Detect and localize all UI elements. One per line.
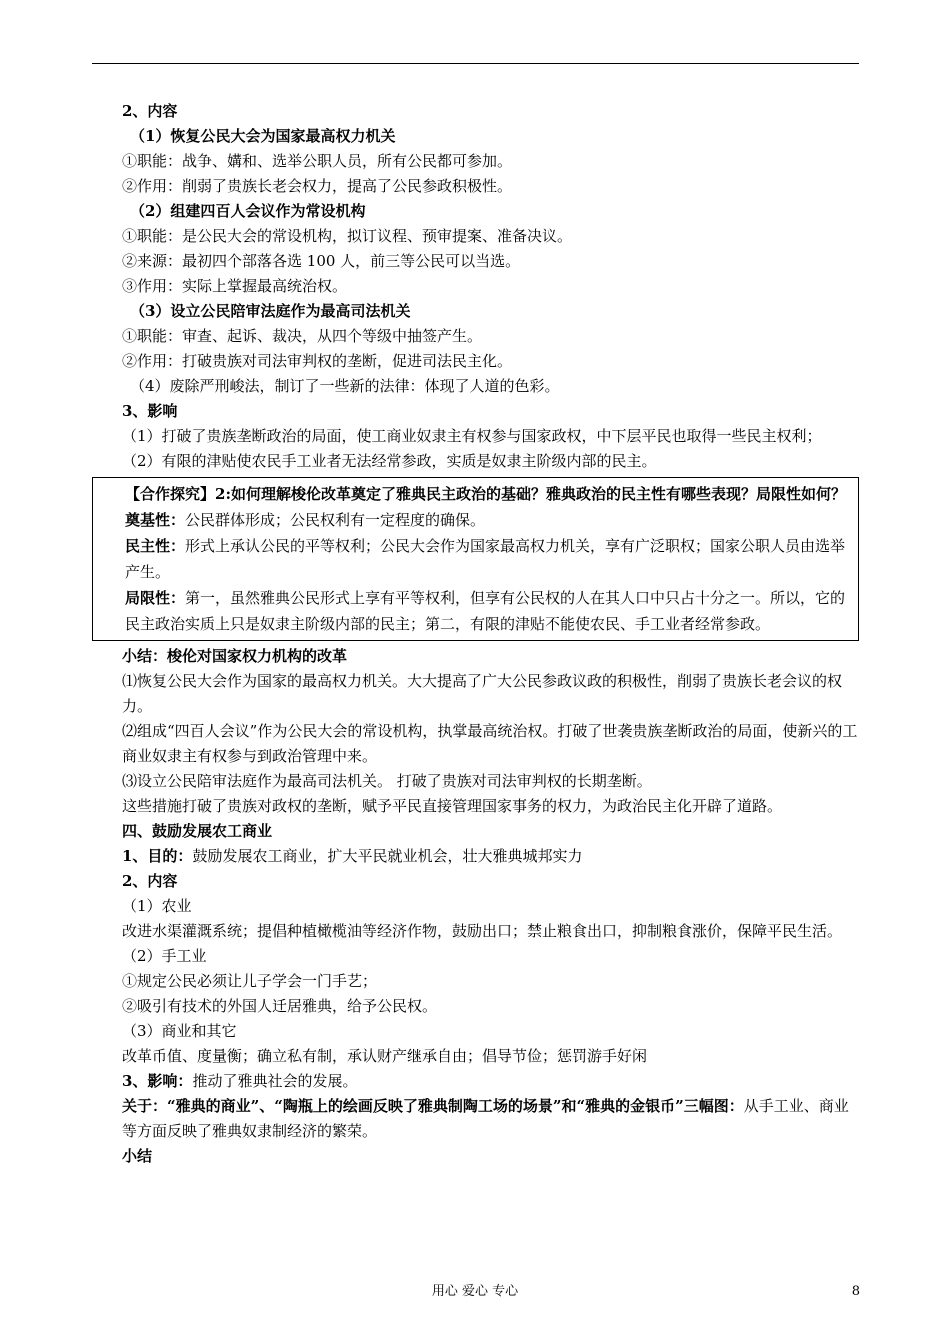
list-item: ⑵组成“四百人会议”作为公民大会的常设机构，执掌最高统治权。打破了世袭贵族垄断政治的局面，使新兴的工商业奴隶主有权参与到政治管理中来。 bbox=[122, 722, 858, 765]
list-item: ①职能：是公民大会的常设机构，拟订议程、预审提案、准备决议。 bbox=[122, 227, 573, 245]
list-item: ②作用：打破贵族对司法审判权的垄断，促进司法民主化。 bbox=[122, 352, 513, 370]
purpose-line bbox=[92, 844, 859, 869]
list-item: ①规定公民必须让儿子学会一门手艺； bbox=[122, 972, 378, 990]
about-label: 关于：“雅典的商业”、“陶瓶上的绘画反映了雅典制陶工场的场景”和“雅典的金银币”三幅图： bbox=[122, 1097, 744, 1115]
list-item: ①职能：战争、媾和、选举公职人员，所有公民都可参加。 bbox=[122, 152, 513, 170]
inquiry-text: 第一，虽然雅典公民形式上享有平等权利，但享有公民权的人在其人口中只占十分之一。所以，它的民主政治实质上只是奴隶主阶级内部的民主；第二，有限的津贴不能使农民、手工业者经常参政。 bbox=[125, 589, 846, 633]
paragraph: 改革币值、度量衡；确立私有制，承认财产继承自由；倡导节俭；惩罚游手好闲 bbox=[122, 1047, 648, 1065]
inquiry-text: 公民群体形成；公民权利有一定程度的确保。 bbox=[185, 511, 486, 529]
subsection-title: （1）恢复公民大会为国家最高权力机关 bbox=[130, 127, 396, 145]
list-item: ②来源：最初四个部落各选 100 人，前三等公民可以当选。 bbox=[122, 252, 521, 270]
about-text: 从手工业、商业等方面反映了雅典奴隶制经济的繁荣。 bbox=[122, 1097, 849, 1140]
list-item: ①职能：审查、起诉、裁决，从四个等级中抽签产生。 bbox=[122, 327, 483, 345]
list-item: ②作用：削弱了贵族长老会权力，提高了公民参政积极性。 bbox=[122, 177, 513, 195]
list-item: （4）废除严刑峻法，制订了一些新的法律：体现了人道的色彩。 bbox=[130, 377, 560, 395]
inquiry-text: 形式上承认公民的平等权利；公民大会作为国家最高权力机关，享有广泛职权；国家公职人员由选举产生。 bbox=[125, 537, 846, 581]
list-item: ⑶设立公民陪审法庭作为最高司法机关。 打破了贵族对司法审判权的长期垄断。 bbox=[122, 772, 652, 790]
subsection-title: （1）农业 bbox=[122, 897, 192, 915]
section-heading: 2、内容 bbox=[122, 872, 178, 890]
inquiry-label: 奠基性： bbox=[125, 511, 186, 529]
section-heading: 2、内容 bbox=[122, 102, 178, 120]
purpose-text: 鼓励发展农工商业，扩大平民就业机会，壮大雅典城邦实力 bbox=[192, 847, 583, 865]
part-heading: 四、鼓励发展农工商业 bbox=[122, 822, 273, 840]
section-heading: 3、影响 bbox=[122, 402, 178, 420]
subsection-title: （2）手工业 bbox=[122, 947, 207, 965]
inquiry-question: 【合作探究】2:如何理解梭伦改革奠定了雅典民主政治的基础？雅典政治的民主性有哪些表现？局限性如何？ bbox=[125, 485, 846, 503]
impact-label: 3、影响： bbox=[122, 1072, 193, 1090]
subsection-title: （2）组建四百人会议作为常设机构 bbox=[130, 202, 366, 220]
inquiry-label: 局限性： bbox=[125, 589, 186, 607]
purpose-label: 1、目的： bbox=[122, 847, 193, 865]
impact-text: 推动了雅典社会的发展。 bbox=[192, 1072, 358, 1090]
header-rule bbox=[92, 63, 859, 64]
impact-line bbox=[92, 1069, 859, 1094]
summary-title: 小结 bbox=[122, 1147, 153, 1165]
paragraph: 改进水渠灌溉系统；提倡种植橄榄油等经济作物，鼓励出口；禁止粮食出口，抑制粮食涨价，保障平民生活。 bbox=[122, 922, 843, 940]
about-paragraph bbox=[92, 1094, 859, 1144]
summary-title: 小结：梭伦对国家权力机构的改革 bbox=[122, 647, 348, 665]
footer-slogan: 用心 爱心 专心 bbox=[431, 1284, 519, 1299]
cooperative-inquiry-box bbox=[92, 477, 859, 641]
inquiry-label: 民主性： bbox=[125, 537, 186, 555]
list-item: ③作用：实际上掌握最高统治权。 bbox=[122, 277, 348, 295]
list-item: （1）打破了贵族垄断政治的局面，使工商业奴隶主有权参与国家政权，中下层平民也取得一些民主权利； bbox=[122, 427, 822, 445]
subsection-title: （3）商业和其它 bbox=[122, 1022, 237, 1040]
document-body bbox=[92, 99, 859, 1169]
subsection-title: （3）设立公民陪审法庭作为最高司法机关 bbox=[130, 302, 411, 320]
inquiry-point bbox=[99, 507, 852, 533]
list-item: ②吸引有技术的外国人迁居雅典，给予公民权。 bbox=[122, 997, 438, 1015]
summary-conclusion: 这些措施打破了贵族对政权的垄断，赋予平民直接管理国家事务的权力，为政治民主化开辟了道路。 bbox=[122, 797, 783, 815]
inquiry-point bbox=[99, 533, 852, 585]
list-item: （2）有限的津贴使农民手工业者无法经常参政，实质是奴隶主阶级内部的民主。 bbox=[122, 452, 657, 470]
list-item: ⑴恢复公民大会作为国家的最高权力机关。大大提高了广大公民参政议政的积极性，削弱了贵族长老会议的权力。 bbox=[122, 672, 843, 715]
page-number: 8 bbox=[851, 1284, 860, 1299]
inquiry-point bbox=[99, 585, 852, 637]
